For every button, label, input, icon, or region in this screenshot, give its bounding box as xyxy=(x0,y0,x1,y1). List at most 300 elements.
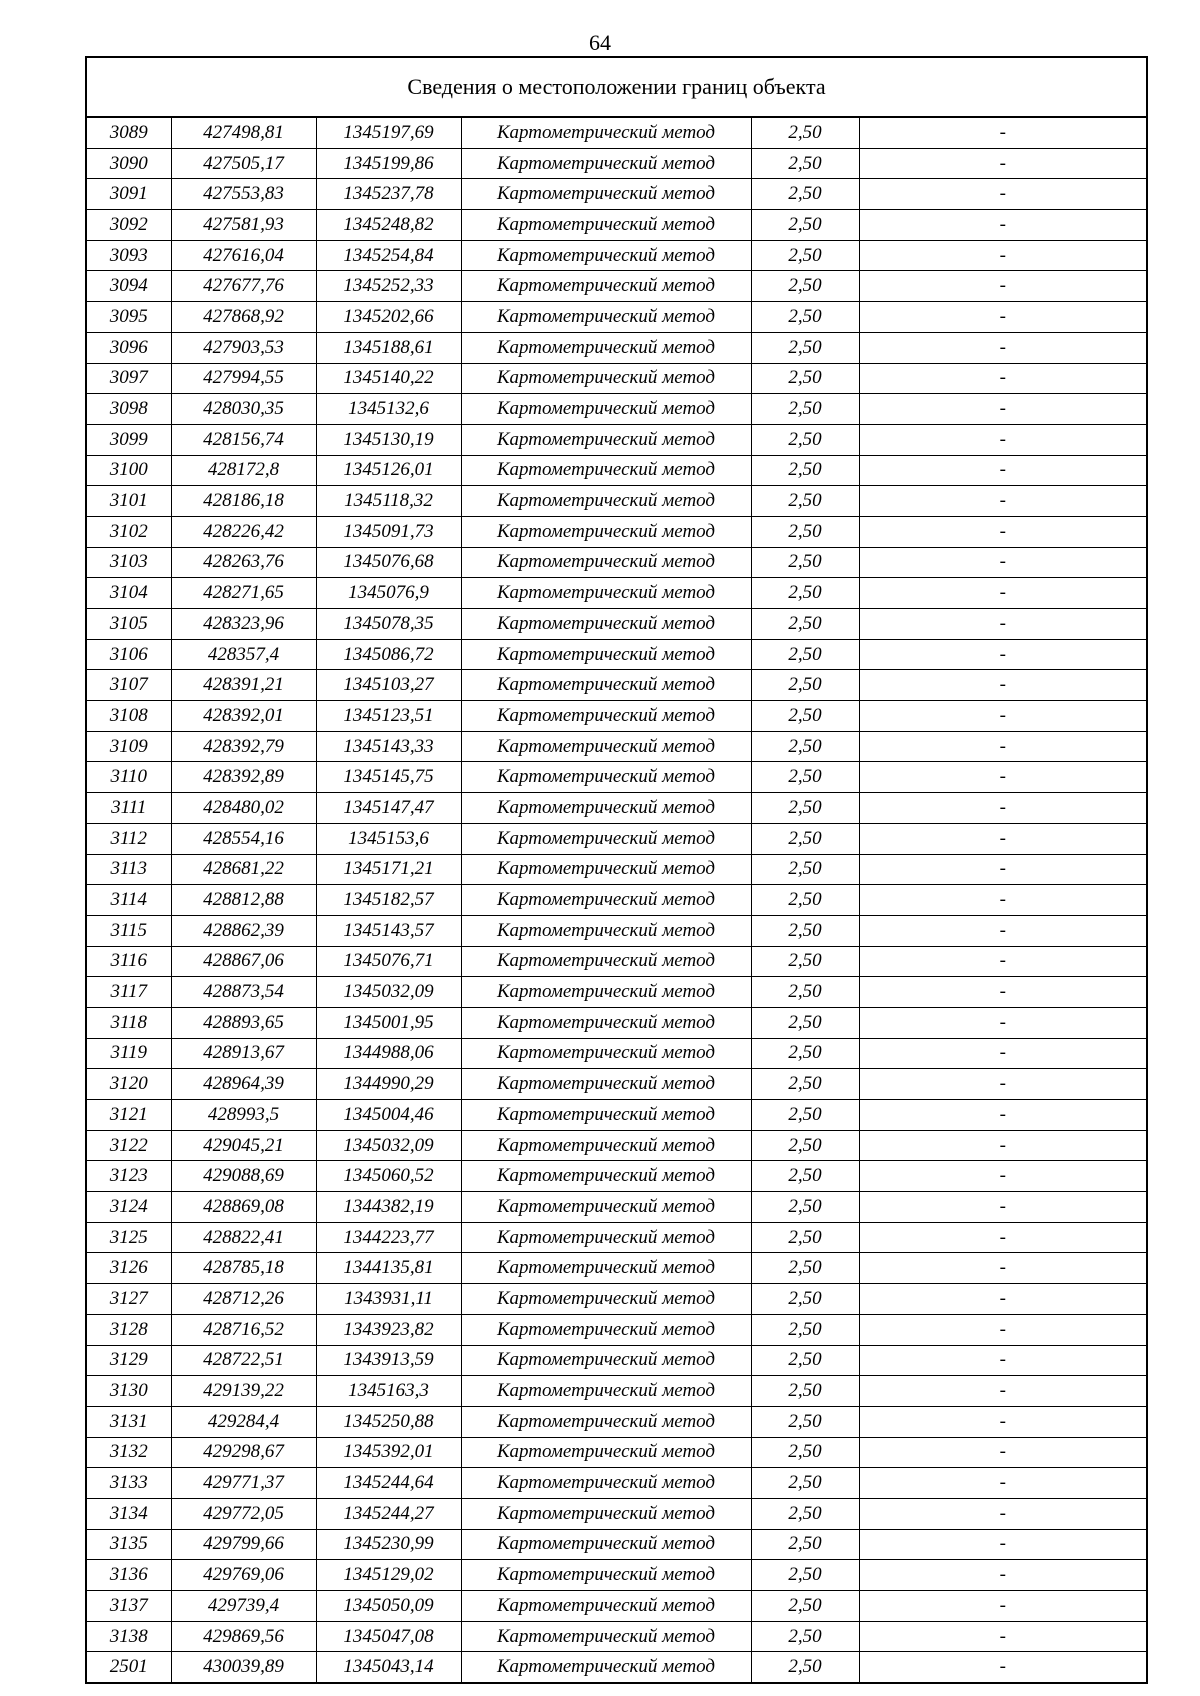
table-row xyxy=(87,210,1146,241)
x-coordinate-cell: 429772,05 xyxy=(171,1498,316,1529)
method-cell: Картометрический метод xyxy=(461,639,751,670)
table-row xyxy=(87,885,1146,916)
note-cell: - xyxy=(859,1253,1146,1284)
table-row xyxy=(87,731,1146,762)
accuracy-cell: 2,50 xyxy=(751,1376,859,1407)
method-cell: Картометрический метод xyxy=(461,731,751,762)
x-coordinate-cell: 427505,17 xyxy=(171,148,316,179)
method-cell: Картометрический метод xyxy=(461,1130,751,1161)
table-row xyxy=(87,1038,1146,1069)
x-coordinate-cell: 427616,04 xyxy=(171,240,316,271)
accuracy-cell: 2,50 xyxy=(751,854,859,885)
accuracy-cell: 2,50 xyxy=(751,210,859,241)
note-cell: - xyxy=(859,1161,1146,1192)
note-cell: - xyxy=(859,1130,1146,1161)
method-cell: Картометрический метод xyxy=(461,1652,751,1682)
x-coordinate-cell: 428391,21 xyxy=(171,670,316,701)
x-coordinate-cell: 428263,76 xyxy=(171,547,316,578)
point-number-cell: 3118 xyxy=(87,1007,171,1038)
y-coordinate-cell: 1345202,66 xyxy=(316,302,461,333)
x-coordinate-cell: 428867,06 xyxy=(171,946,316,977)
method-cell: Картометрический метод xyxy=(461,609,751,640)
accuracy-cell: 2,50 xyxy=(751,609,859,640)
point-number-cell: 3098 xyxy=(87,394,171,425)
method-cell: Картометрический метод xyxy=(461,1161,751,1192)
accuracy-cell: 2,50 xyxy=(751,946,859,977)
method-cell: Картометрический метод xyxy=(461,1406,751,1437)
point-number-cell: 3091 xyxy=(87,179,171,210)
note-cell: - xyxy=(859,977,1146,1008)
method-cell: Картометрический метод xyxy=(461,793,751,824)
x-coordinate-cell: 428993,5 xyxy=(171,1100,316,1131)
y-coordinate-cell: 1345254,84 xyxy=(316,240,461,271)
table-row xyxy=(87,302,1146,333)
method-cell: Картометрический метод xyxy=(461,240,751,271)
y-coordinate-cell: 1345252,33 xyxy=(316,271,461,302)
y-coordinate-cell: 1345199,86 xyxy=(316,148,461,179)
point-number-cell: 3100 xyxy=(87,455,171,486)
accuracy-cell: 2,50 xyxy=(751,1314,859,1345)
table-row xyxy=(87,1652,1146,1682)
point-number-cell: 3122 xyxy=(87,1130,171,1161)
note-cell: - xyxy=(859,1621,1146,1652)
method-cell: Картометрический метод xyxy=(461,823,751,854)
note-cell: - xyxy=(859,1069,1146,1100)
method-cell: Картометрический метод xyxy=(461,210,751,241)
y-coordinate-cell: 1344135,81 xyxy=(316,1253,461,1284)
x-coordinate-cell: 427581,93 xyxy=(171,210,316,241)
y-coordinate-cell: 1345244,64 xyxy=(316,1468,461,1499)
x-coordinate-cell: 428873,54 xyxy=(171,977,316,1008)
x-coordinate-cell: 428186,18 xyxy=(171,486,316,517)
point-number-cell: 3103 xyxy=(87,547,171,578)
accuracy-cell: 2,50 xyxy=(751,118,859,148)
point-number-cell: 3127 xyxy=(87,1284,171,1315)
note-cell: - xyxy=(859,1498,1146,1529)
point-number-cell: 3117 xyxy=(87,977,171,1008)
table-row xyxy=(87,547,1146,578)
note-cell: - xyxy=(859,1376,1146,1407)
note-cell: - xyxy=(859,639,1146,670)
point-number-cell: 3130 xyxy=(87,1376,171,1407)
accuracy-cell: 2,50 xyxy=(751,363,859,394)
x-coordinate-cell: 429088,69 xyxy=(171,1161,316,1192)
method-cell: Картометрический метод xyxy=(461,118,751,148)
y-coordinate-cell: 1345047,08 xyxy=(316,1621,461,1652)
y-coordinate-cell: 1345076,9 xyxy=(316,578,461,609)
y-coordinate-cell: 1345050,09 xyxy=(316,1591,461,1622)
method-cell: Картометрический метод xyxy=(461,332,751,363)
method-cell: Картометрический метод xyxy=(461,1007,751,1038)
accuracy-cell: 2,50 xyxy=(751,639,859,670)
table-row xyxy=(87,1161,1146,1192)
method-cell: Картометрический метод xyxy=(461,1437,751,1468)
method-cell: Картометрический метод xyxy=(461,424,751,455)
point-number-cell: 3131 xyxy=(87,1406,171,1437)
point-number-cell: 3108 xyxy=(87,701,171,732)
point-number-cell: 3121 xyxy=(87,1100,171,1131)
table-row xyxy=(87,1468,1146,1499)
table-row xyxy=(87,148,1146,179)
accuracy-cell: 2,50 xyxy=(751,1007,859,1038)
x-coordinate-cell: 428271,65 xyxy=(171,578,316,609)
y-coordinate-cell: 1345244,27 xyxy=(316,1498,461,1529)
point-number-cell: 3090 xyxy=(87,148,171,179)
note-cell: - xyxy=(859,670,1146,701)
y-coordinate-cell: 1343913,59 xyxy=(316,1345,461,1376)
x-coordinate-cell: 428156,74 xyxy=(171,424,316,455)
method-cell: Картометрический метод xyxy=(461,1069,751,1100)
table-row xyxy=(87,915,1146,946)
x-coordinate-cell: 427903,53 xyxy=(171,332,316,363)
point-number-cell: 3129 xyxy=(87,1345,171,1376)
y-coordinate-cell: 1345163,3 xyxy=(316,1376,461,1407)
point-number-cell: 3137 xyxy=(87,1591,171,1622)
x-coordinate-cell: 429869,56 xyxy=(171,1621,316,1652)
point-number-cell: 3110 xyxy=(87,762,171,793)
note-cell: - xyxy=(859,486,1146,517)
point-number-cell: 3099 xyxy=(87,424,171,455)
y-coordinate-cell: 1345001,95 xyxy=(316,1007,461,1038)
note-cell: - xyxy=(859,302,1146,333)
point-number-cell: 3134 xyxy=(87,1498,171,1529)
table-row xyxy=(87,1437,1146,1468)
y-coordinate-cell: 1345230,99 xyxy=(316,1529,461,1560)
accuracy-cell: 2,50 xyxy=(751,793,859,824)
y-coordinate-cell: 1345237,78 xyxy=(316,179,461,210)
note-cell: - xyxy=(859,762,1146,793)
accuracy-cell: 2,50 xyxy=(751,1529,859,1560)
x-coordinate-cell: 428785,18 xyxy=(171,1253,316,1284)
point-number-cell: 3109 xyxy=(87,731,171,762)
note-cell: - xyxy=(859,179,1146,210)
y-coordinate-cell: 1343923,82 xyxy=(316,1314,461,1345)
x-coordinate-cell: 430039,89 xyxy=(171,1652,316,1682)
method-cell: Картометрический метод xyxy=(461,271,751,302)
accuracy-cell: 2,50 xyxy=(751,915,859,946)
accuracy-cell: 2,50 xyxy=(751,1621,859,1652)
table-row xyxy=(87,1007,1146,1038)
note-cell: - xyxy=(859,332,1146,363)
method-cell: Картометрический метод xyxy=(461,363,751,394)
y-coordinate-cell: 1345078,35 xyxy=(316,609,461,640)
table-row xyxy=(87,1406,1146,1437)
table-row xyxy=(87,578,1146,609)
note-cell: - xyxy=(859,363,1146,394)
y-coordinate-cell: 1345086,72 xyxy=(316,639,461,670)
y-coordinate-cell: 1345147,47 xyxy=(316,793,461,824)
y-coordinate-cell: 1345130,19 xyxy=(316,424,461,455)
point-number-cell: 3114 xyxy=(87,885,171,916)
y-coordinate-cell: 1343931,11 xyxy=(316,1284,461,1315)
y-coordinate-cell: 1345171,21 xyxy=(316,854,461,885)
table-caption: Сведения о местоположении границ объекта xyxy=(87,58,1146,118)
accuracy-cell: 2,50 xyxy=(751,701,859,732)
note-cell: - xyxy=(859,793,1146,824)
point-number-cell: 3133 xyxy=(87,1468,171,1499)
accuracy-cell: 2,50 xyxy=(751,731,859,762)
point-number-cell: 3135 xyxy=(87,1529,171,1560)
y-coordinate-cell: 1345076,71 xyxy=(316,946,461,977)
accuracy-cell: 2,50 xyxy=(751,1652,859,1682)
accuracy-cell: 2,50 xyxy=(751,1161,859,1192)
coordinates-table xyxy=(87,118,1146,1682)
x-coordinate-cell: 428869,08 xyxy=(171,1192,316,1223)
point-number-cell: 3092 xyxy=(87,210,171,241)
method-cell: Картометрический метод xyxy=(461,1192,751,1223)
y-coordinate-cell: 1345118,32 xyxy=(316,486,461,517)
table-row xyxy=(87,1222,1146,1253)
y-coordinate-cell: 1345004,46 xyxy=(316,1100,461,1131)
method-cell: Картометрический метод xyxy=(461,1284,751,1315)
point-number-cell: 3097 xyxy=(87,363,171,394)
point-number-cell: 3116 xyxy=(87,946,171,977)
note-cell: - xyxy=(859,823,1146,854)
note-cell: - xyxy=(859,1100,1146,1131)
accuracy-cell: 2,50 xyxy=(751,486,859,517)
note-cell: - xyxy=(859,455,1146,486)
x-coordinate-cell: 428554,16 xyxy=(171,823,316,854)
table-row xyxy=(87,977,1146,1008)
note-cell: - xyxy=(859,118,1146,148)
table-row xyxy=(87,1591,1146,1622)
coordinates-table-body xyxy=(87,118,1146,1682)
x-coordinate-cell: 428716,52 xyxy=(171,1314,316,1345)
table-row xyxy=(87,1376,1146,1407)
note-cell: - xyxy=(859,1468,1146,1499)
table-row xyxy=(87,670,1146,701)
y-coordinate-cell: 1345197,69 xyxy=(316,118,461,148)
table-row xyxy=(87,1192,1146,1223)
method-cell: Картометрический метод xyxy=(461,1529,751,1560)
method-cell: Картометрический метод xyxy=(461,762,751,793)
accuracy-cell: 2,50 xyxy=(751,179,859,210)
accuracy-cell: 2,50 xyxy=(751,1100,859,1131)
y-coordinate-cell: 1344382,19 xyxy=(316,1192,461,1223)
accuracy-cell: 2,50 xyxy=(751,271,859,302)
note-cell: - xyxy=(859,1437,1146,1468)
x-coordinate-cell: 428812,88 xyxy=(171,885,316,916)
y-coordinate-cell: 1345248,82 xyxy=(316,210,461,241)
method-cell: Картометрический метод xyxy=(461,915,751,946)
method-cell: Картометрический метод xyxy=(461,302,751,333)
accuracy-cell: 2,50 xyxy=(751,1130,859,1161)
point-number-cell: 3136 xyxy=(87,1560,171,1591)
accuracy-cell: 2,50 xyxy=(751,1591,859,1622)
point-number-cell: 3120 xyxy=(87,1069,171,1100)
x-coordinate-cell: 428030,35 xyxy=(171,394,316,425)
table-row xyxy=(87,701,1146,732)
table-row xyxy=(87,424,1146,455)
method-cell: Картометрический метод xyxy=(461,148,751,179)
note-cell: - xyxy=(859,701,1146,732)
method-cell: Картометрический метод xyxy=(461,1376,751,1407)
accuracy-cell: 2,50 xyxy=(751,1498,859,1529)
note-cell: - xyxy=(859,731,1146,762)
note-cell: - xyxy=(859,1591,1146,1622)
x-coordinate-cell: 428172,8 xyxy=(171,455,316,486)
note-cell: - xyxy=(859,946,1146,977)
accuracy-cell: 2,50 xyxy=(751,578,859,609)
point-number-cell: 3096 xyxy=(87,332,171,363)
x-coordinate-cell: 427868,92 xyxy=(171,302,316,333)
x-coordinate-cell: 428392,79 xyxy=(171,731,316,762)
accuracy-cell: 2,50 xyxy=(751,455,859,486)
x-coordinate-cell: 429298,67 xyxy=(171,1437,316,1468)
method-cell: Картометрический метод xyxy=(461,1314,751,1345)
point-number-cell: 3105 xyxy=(87,609,171,640)
note-cell: - xyxy=(859,1345,1146,1376)
y-coordinate-cell: 1345103,27 xyxy=(316,670,461,701)
note-cell: - xyxy=(859,1192,1146,1223)
x-coordinate-cell: 427553,83 xyxy=(171,179,316,210)
accuracy-cell: 2,50 xyxy=(751,302,859,333)
note-cell: - xyxy=(859,885,1146,916)
y-coordinate-cell: 1345250,88 xyxy=(316,1406,461,1437)
y-coordinate-cell: 1345132,6 xyxy=(316,394,461,425)
accuracy-cell: 2,50 xyxy=(751,885,859,916)
y-coordinate-cell: 1345140,22 xyxy=(316,363,461,394)
point-number-cell: 3132 xyxy=(87,1437,171,1468)
point-number-cell: 3107 xyxy=(87,670,171,701)
x-coordinate-cell: 428722,51 xyxy=(171,1345,316,1376)
point-number-cell: 3123 xyxy=(87,1161,171,1192)
point-number-cell: 3124 xyxy=(87,1192,171,1223)
method-cell: Картометрический метод xyxy=(461,394,751,425)
table-row xyxy=(87,1253,1146,1284)
point-number-cell: 3106 xyxy=(87,639,171,670)
point-number-cell: 3089 xyxy=(87,118,171,148)
y-coordinate-cell: 1345091,73 xyxy=(316,516,461,547)
accuracy-cell: 2,50 xyxy=(751,424,859,455)
note-cell: - xyxy=(859,1038,1146,1069)
y-coordinate-cell: 1345123,51 xyxy=(316,701,461,732)
method-cell: Картометрический метод xyxy=(461,1560,751,1591)
y-coordinate-cell: 1345143,57 xyxy=(316,915,461,946)
y-coordinate-cell: 1345060,52 xyxy=(316,1161,461,1192)
table-row xyxy=(87,1529,1146,1560)
accuracy-cell: 2,50 xyxy=(751,1222,859,1253)
table-row xyxy=(87,486,1146,517)
note-cell: - xyxy=(859,424,1146,455)
table-row xyxy=(87,1314,1146,1345)
table-row xyxy=(87,332,1146,363)
table-row xyxy=(87,1621,1146,1652)
note-cell: - xyxy=(859,609,1146,640)
point-number-cell: 3101 xyxy=(87,486,171,517)
table-row xyxy=(87,394,1146,425)
x-coordinate-cell: 428862,39 xyxy=(171,915,316,946)
point-number-cell: 3128 xyxy=(87,1314,171,1345)
table-row xyxy=(87,516,1146,547)
accuracy-cell: 2,50 xyxy=(751,1069,859,1100)
accuracy-cell: 2,50 xyxy=(751,394,859,425)
note-cell: - xyxy=(859,1314,1146,1345)
y-coordinate-cell: 1345182,57 xyxy=(316,885,461,916)
method-cell: Картометрический метод xyxy=(461,1498,751,1529)
accuracy-cell: 2,50 xyxy=(751,762,859,793)
note-cell: - xyxy=(859,1652,1146,1682)
table-row xyxy=(87,762,1146,793)
accuracy-cell: 2,50 xyxy=(751,670,859,701)
x-coordinate-cell: 427677,76 xyxy=(171,271,316,302)
note-cell: - xyxy=(859,516,1146,547)
method-cell: Картометрический метод xyxy=(461,547,751,578)
x-coordinate-cell: 429284,4 xyxy=(171,1406,316,1437)
point-number-cell: 3138 xyxy=(87,1621,171,1652)
x-coordinate-cell: 428392,89 xyxy=(171,762,316,793)
accuracy-cell: 2,50 xyxy=(751,1406,859,1437)
table-row xyxy=(87,1560,1146,1591)
note-cell: - xyxy=(859,1529,1146,1560)
note-cell: - xyxy=(859,148,1146,179)
method-cell: Картометрический метод xyxy=(461,1591,751,1622)
x-coordinate-cell: 428681,22 xyxy=(171,854,316,885)
method-cell: Картометрический метод xyxy=(461,516,751,547)
x-coordinate-cell: 429799,66 xyxy=(171,1529,316,1560)
x-coordinate-cell: 429045,21 xyxy=(171,1130,316,1161)
x-coordinate-cell: 428913,67 xyxy=(171,1038,316,1069)
x-coordinate-cell: 429739,4 xyxy=(171,1591,316,1622)
method-cell: Картометрический метод xyxy=(461,486,751,517)
y-coordinate-cell: 1345043,14 xyxy=(316,1652,461,1682)
accuracy-cell: 2,50 xyxy=(751,1192,859,1223)
method-cell: Картометрический метод xyxy=(461,578,751,609)
point-number-cell: 3125 xyxy=(87,1222,171,1253)
point-number-cell: 3093 xyxy=(87,240,171,271)
method-cell: Картометрический метод xyxy=(461,885,751,916)
note-cell: - xyxy=(859,578,1146,609)
note-cell: - xyxy=(859,271,1146,302)
x-coordinate-cell: 428323,96 xyxy=(171,609,316,640)
note-cell: - xyxy=(859,547,1146,578)
note-cell: - xyxy=(859,394,1146,425)
table-row xyxy=(87,793,1146,824)
accuracy-cell: 2,50 xyxy=(751,148,859,179)
x-coordinate-cell: 428392,01 xyxy=(171,701,316,732)
accuracy-cell: 2,50 xyxy=(751,332,859,363)
note-cell: - xyxy=(859,915,1146,946)
accuracy-cell: 2,50 xyxy=(751,1345,859,1376)
x-coordinate-cell: 427994,55 xyxy=(171,363,316,394)
method-cell: Картометрический метод xyxy=(461,1621,751,1652)
y-coordinate-cell: 1345076,68 xyxy=(316,547,461,578)
note-cell: - xyxy=(859,240,1146,271)
note-cell: - xyxy=(859,1284,1146,1315)
table-row xyxy=(87,179,1146,210)
method-cell: Картометрический метод xyxy=(461,1468,751,1499)
note-cell: - xyxy=(859,210,1146,241)
accuracy-cell: 2,50 xyxy=(751,1253,859,1284)
table-row xyxy=(87,240,1146,271)
point-number-cell: 3095 xyxy=(87,302,171,333)
page-number: 64 xyxy=(589,30,611,55)
y-coordinate-cell: 1344988,06 xyxy=(316,1038,461,1069)
x-coordinate-cell: 428480,02 xyxy=(171,793,316,824)
y-coordinate-cell: 1344990,29 xyxy=(316,1069,461,1100)
note-cell: - xyxy=(859,1007,1146,1038)
point-number-cell: 3104 xyxy=(87,578,171,609)
point-number-cell: 3111 xyxy=(87,793,171,824)
method-cell: Картометрический метод xyxy=(461,1222,751,1253)
table-row xyxy=(87,1498,1146,1529)
accuracy-cell: 2,50 xyxy=(751,1038,859,1069)
accuracy-cell: 2,50 xyxy=(751,516,859,547)
note-cell: - xyxy=(859,1560,1146,1591)
x-coordinate-cell: 428226,42 xyxy=(171,516,316,547)
accuracy-cell: 2,50 xyxy=(751,977,859,1008)
x-coordinate-cell: 428964,39 xyxy=(171,1069,316,1100)
